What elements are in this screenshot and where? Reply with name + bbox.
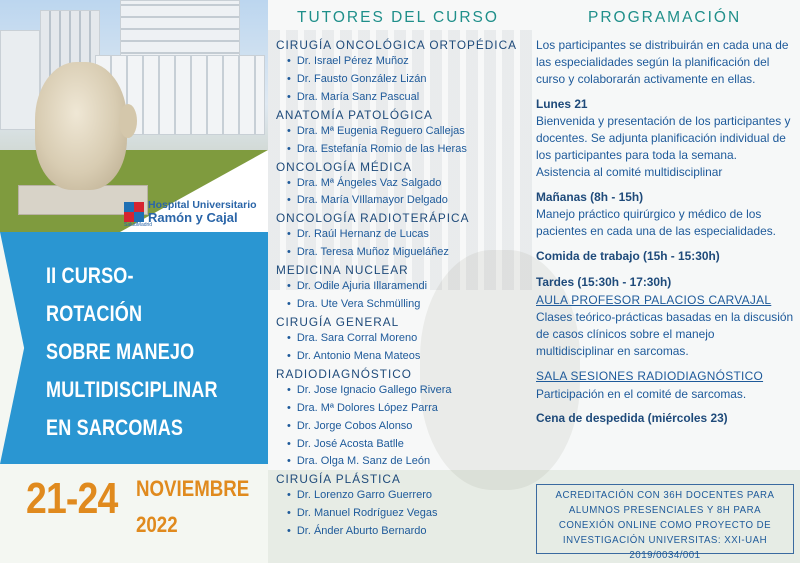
monday-title: Lunes 21	[536, 96, 588, 111]
tutor-name: • Dr. Jorge Cobos Alonso	[276, 418, 526, 436]
tutor-name: • Dr. Raúl Hernanz de Lucas	[276, 226, 526, 244]
sala-label: SALA SESIONES RADIODIAGNÓSTICO	[536, 369, 764, 384]
date-month: NOVIEMBRE	[136, 476, 250, 501]
tutor-section-heading: ONCOLOGÍA MÉDICA	[276, 159, 412, 174]
program-content	[536, 37, 794, 427]
tutors-list	[276, 37, 526, 541]
monday-extra: Asistencia al comité multidisciplinar	[536, 165, 723, 180]
farewell-title: Cena de despedida (miércoles 23)	[536, 410, 728, 425]
tutor-section-heading: CIRUGÍA ONCOLÓGICA ORTOPÉDICA	[276, 38, 517, 52]
left-panel	[0, 0, 268, 563]
hospital-name-line2: Ramón y Cajal	[148, 210, 238, 226]
tutor-section-heading: CIRUGÍA GENERAL	[276, 314, 400, 329]
course-title-line: MULTIDISCIPLINAR	[46, 377, 218, 402]
statue-head	[35, 62, 127, 190]
accreditation-box: ACREDITACIÓN CON 36H DOCENTES PARA ALUMNOS PRESENCIALES Y 8H PARA CONEXIÓN ONLINE COMO PROYECTO DE INVESTIGACIÓN UNIVERSITAS: XXI-UAH 2019/0034/001	[536, 484, 794, 554]
tutor-name: • Dra. Sara Corral Moreno	[276, 330, 526, 348]
tutor-name: • Dr. Jose Ignacio Gallego Rivera	[276, 382, 526, 400]
tutor-name: • Dr. Manuel Rodríguez Vegas	[276, 505, 526, 523]
salud-madrid-label: SaludMadrid	[124, 222, 153, 228]
tutor-name: • Dr. Odile Ajuria Illaramendi	[276, 278, 526, 296]
aula-label: AULA PROFESOR PALACIOS CARVAJAL	[536, 292, 772, 307]
course-title-line: SOBRE MANEJO	[46, 339, 195, 364]
tutor-name: • Dra. Mª Dolores López Parra	[276, 400, 526, 418]
tutors-heading: TUTORES DEL CURSO	[297, 9, 499, 26]
tutor-name: • Dra. Mª Ángeles Vaz Salgado	[276, 175, 526, 193]
course-title-line: EN SARCOMAS	[46, 415, 184, 440]
tutor-section-heading: CIRUGÍA PLÁSTICA	[276, 472, 401, 487]
tutor-section-heading: ONCOLOGÍA RADIOTERÁPICA	[276, 211, 470, 226]
tutor-name: • Dra. Olga M. Sanz de León	[276, 453, 526, 471]
tutor-name: • Dra. María VIllamayor Delgado	[276, 192, 526, 210]
monday-text: Bienvenida y presentación de los participantes y docentes. Se adjunta planificación individual de los participantes para toda la semana.	[536, 113, 791, 163]
course-title	[46, 257, 222, 447]
tutor-name: • Dr. José Acosta Batlle	[276, 436, 526, 454]
logo-icon	[124, 202, 144, 222]
tutor-name: • Dra. María Sanz Pascual	[276, 89, 526, 107]
course-title-line: II CURSO-ROTACIÓN	[46, 263, 143, 326]
building-shape	[0, 30, 40, 130]
tutor-name: • Dr. Israel Pérez Muñoz	[276, 53, 526, 71]
hospital-name-line1: Hospital Universitario	[148, 199, 257, 211]
date-year: 2022	[136, 512, 178, 537]
mornings-title: Mañanas (8h - 15h)	[536, 189, 644, 204]
tutor-name: • Dr. Antonio Mena Mateos	[276, 348, 526, 366]
program-heading: PROGRAMACIÓN	[588, 9, 742, 26]
tutor-name: • Dra. Teresa Muñoz Migueláñez	[276, 244, 526, 262]
aula-text: Clases teórico-prácticas basadas en la discusión de casos clínicos sobre el manejo multidisciplinar en sarcomas.	[536, 309, 794, 359]
tutor-name: • Dr. Fausto González Lizán	[276, 71, 526, 89]
tutor-name: • Dr. Lorenzo Garro Guerrero	[276, 487, 526, 505]
program-intro: Los participantes se distribuirán en cada una de las especialidades según la planificación del curso y colaborarán activamente en ellas.	[536, 38, 789, 87]
tutor-section-heading: ANATOMÍA PATOLÓGICA	[276, 107, 433, 122]
tutor-name: • Dra. Mª Eugenia Reguero Callejas	[276, 123, 526, 141]
sala-text: Participación en el comité de sarcomas.	[536, 386, 747, 401]
hospital-photo	[0, 0, 268, 232]
tutor-section-heading: MEDICINA NUCLEAR	[276, 263, 409, 278]
lunch-title: Comida de trabajo (15h - 15:30h)	[536, 249, 720, 264]
tutor-name: • Dra. Ute Vera Schmülling	[276, 296, 526, 314]
date-range: 21-24	[26, 474, 118, 523]
tutor-name: • Dr. Ánder Aburto Bernardo	[276, 523, 526, 541]
mornings-text: Manejo práctico quirúrgico y médico de los pacientes en cada una de las especialidades.	[536, 206, 776, 239]
tutor-section-heading: RADIODIAGNÓSTICO	[276, 366, 412, 381]
tutor-name: • Dra. Estefanía Romio de las Heras	[276, 141, 526, 159]
afternoons-title: Tardes (15:30h - 17:30h)	[536, 275, 672, 290]
hospital-logo	[124, 200, 257, 225]
